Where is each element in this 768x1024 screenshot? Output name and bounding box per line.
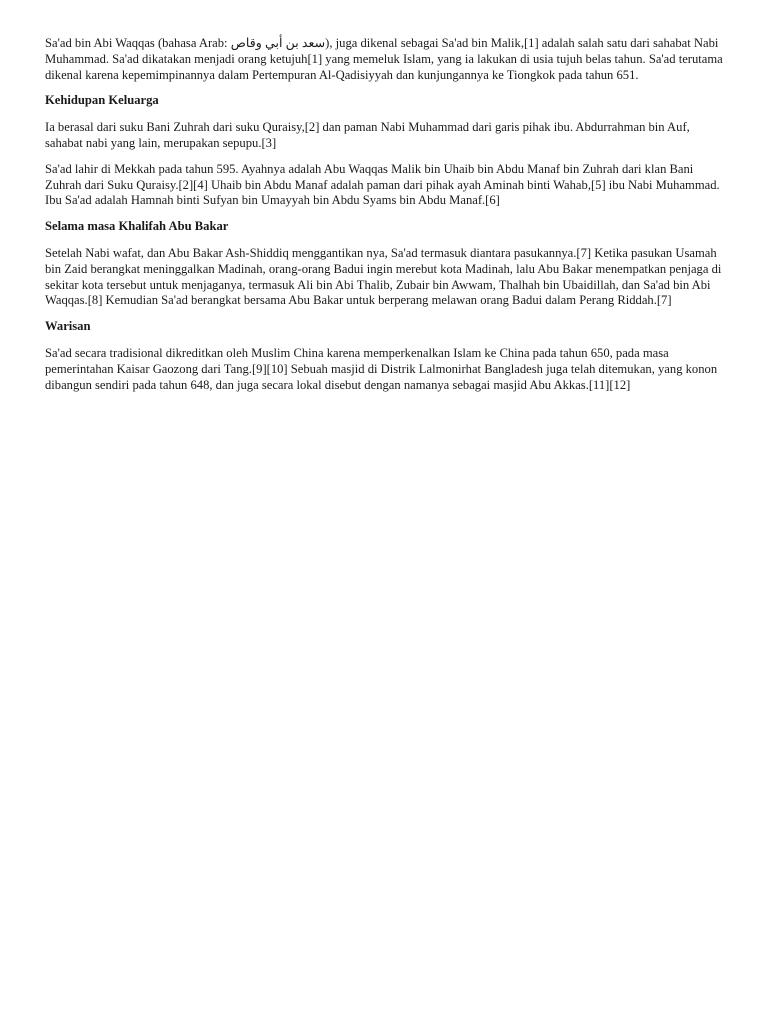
section-heading-kehidupan-keluarga: Kehidupan Keluarga xyxy=(45,93,159,108)
document-body xyxy=(45,36,725,403)
family-paragraph-1: Ia berasal dari suku Bani Zuhrah dari suku Quraisy,[2] dan paman Nabi Muhammad dari garis pihak ibu. Abdurrahman bin Auf, sahabat nabi yang lain, merupakan sepupu.[3] xyxy=(45,120,690,150)
section-heading-abu-bakar: Selama masa Khalifah Abu Bakar xyxy=(45,219,229,234)
family-paragraph-2: Sa'ad lahir di Mekkah pada tahun 595. Ayahnya adalah Abu Waqqas Malik bin Uhaib bin Abdu Manaf bin Zuhrah dari klan Bani Zuhrah dari Suku Quraisy.[2][4] Uhaib bin Abdu Manaf adalah paman dari pihak ayah Aminah binti Wahab,[5] ibu Nabi Muhammad. Ibu Sa'ad adalah Hamnah binti Sufyan bin Umayyah bin Abdu Syams bin Abdu Manaf.[6] xyxy=(45,161,720,208)
legacy-paragraph: Sa'ad secara tradisional dikreditkan oleh Muslim China karena memperkenalkan Islam ke China pada tahun 650, pada masa pemerintahan Kaisar Gaozong dari Tang.[9][10] Sebuah masjid di Distrik Lalmonirhat Bangladesh juga telah ditemukan, yang konon dibangun sendiri pada tahun 648, dan juga secara lokal disebut dengan namanya sebagai masjid Abu Akkas.[11][12] xyxy=(45,345,718,392)
section-heading-warisan: Warisan xyxy=(45,319,91,334)
abu-bakar-paragraph: Setelah Nabi wafat, dan Abu Bakar Ash-Shiddiq menggantikan nya, Sa'ad termasuk diantara pasukannya.[7] Ketika pasukan Usamah bin Zaid berangkat meninggalkan Madinah, orang-orang Badui ingin merebut kota Madinah, lalu Abu Bakar menempatkan penjaga di sekitar kota tersebut untuk menjaganya, termasuk Ali bin Abi Thalib, Zubair bin Awwam, Thalhah bin Ubaidillah, dan Sa'ad bin Abi Waqqas.[8] Kemudian Sa'ad berangkat bersama Abu Bakar untuk berperang melawan orang Badui dalam Perang Riddah.[7] xyxy=(45,245,722,308)
intro-paragraph: Sa'ad bin Abi Waqqas (bahasa Arab: سعد بن أبي وقاص), juga dikenal sebagai Sa'ad bin Malik,[1] adalah salah satu dari sahabat Nabi Muhammad. Sa'ad dikatakan menjadi orang ketujuh[1] yang memeluk Islam, yang ia lakukan di usia tujuh belas tahun. Sa'ad terutama dikenal karena kepemimpinannya dalam Pertempuran Al-Qadisiyyah dan kunjungannya ke Tiongkok pada tahun 651. xyxy=(45,36,723,82)
